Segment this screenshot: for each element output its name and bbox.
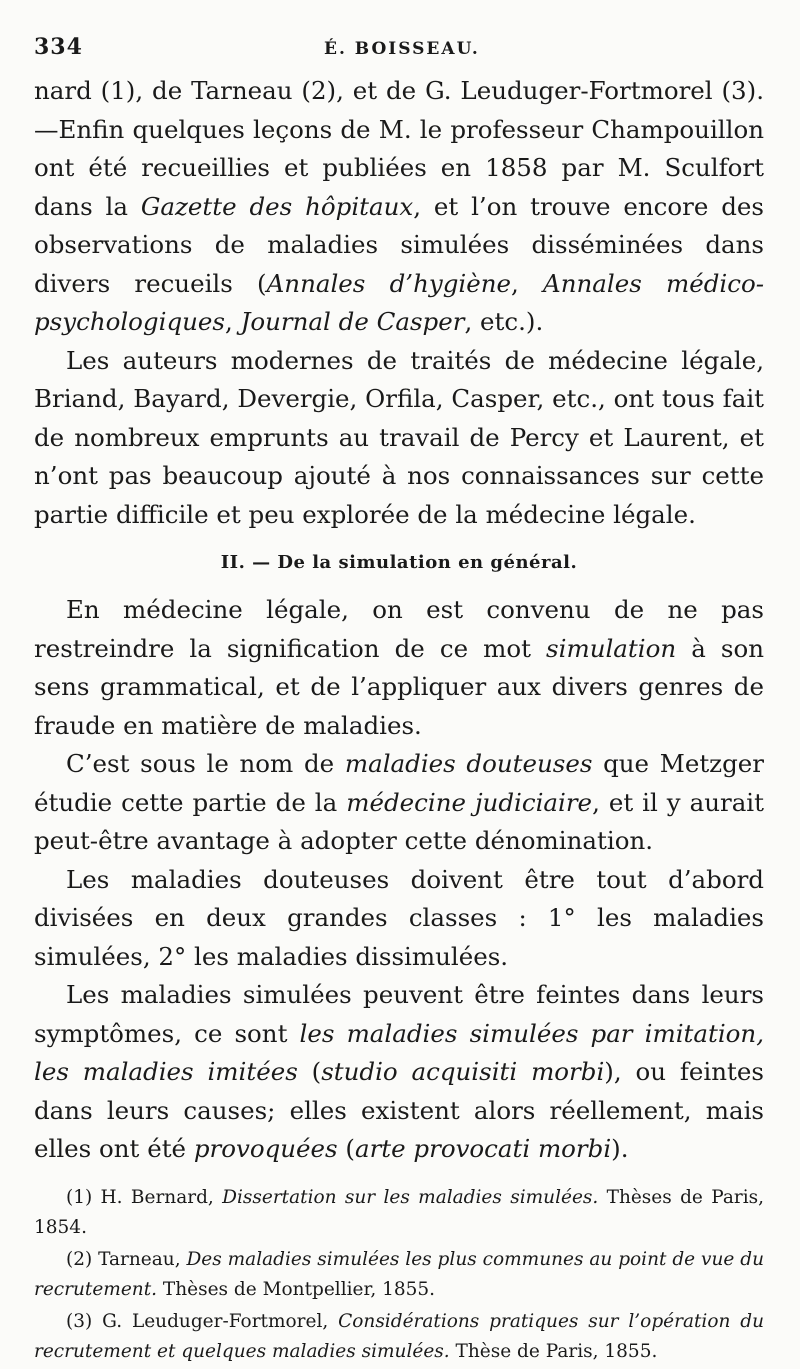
- footnote-author: G. Leuduger-Fortmorel,: [102, 1310, 339, 1332]
- italic-title: Annales médico-psychologiques: [34, 268, 765, 336]
- text-run: ).: [611, 1134, 629, 1163]
- italic-term: studio acquisiti morbi: [321, 1057, 605, 1086]
- footnote-mark: (3): [66, 1310, 103, 1332]
- footnote-3: [34, 1307, 764, 1367]
- footnote-author: H. Bernard,: [100, 1186, 223, 1208]
- text-run: , etc.).: [464, 307, 544, 336]
- section-number: II.: [220, 552, 246, 573]
- footnote-title: Des maladies simulées les plus communes au point de vue du recrutement.: [34, 1248, 764, 1300]
- text-run: que Metzger étudie cette partie de la: [34, 749, 764, 817]
- text-run: (: [297, 1057, 322, 1086]
- footnote-source: Thèse de Paris, 1855.: [449, 1340, 658, 1362]
- paragraph-4: [34, 745, 764, 861]
- footnote-title: Dissertation sur les maladies simulées.: [222, 1186, 599, 1208]
- text-run: Les maladies simulées peuvent être feintes dans leurs symptômes, ce sont: [34, 980, 764, 1048]
- section-title-text: De la simulation en général.: [277, 552, 578, 573]
- section-dash: —: [245, 552, 278, 573]
- footnote-mark: (2): [66, 1248, 99, 1270]
- paragraph-3: [34, 591, 764, 745]
- footnote-source: Thèses de Montpellier, 1855.: [157, 1278, 436, 1300]
- page: [34, 34, 764, 1369]
- italic-term: simulation: [546, 633, 677, 663]
- paragraph-6: [34, 976, 764, 1169]
- footnote-2: [34, 1245, 764, 1305]
- footnote-author: Tarneau,: [98, 1248, 187, 1270]
- text-run: C’est sous le nom de: [66, 749, 345, 778]
- text-run: ,: [511, 268, 544, 298]
- footnotes: [34, 1183, 764, 1367]
- paragraph-5: Les maladies douteuses doivent être tout d’abord divisées en deux grandes classes : 1° les maladies simulées, 2° les maladies dissimulées.: [34, 864, 764, 971]
- text-run: En médecine légale, on est convenu de ne pas restreindre la signification de ce mot: [34, 595, 764, 663]
- italic-title: Journal de Casper: [240, 307, 465, 336]
- text-run: à son sens grammatical, et de l’appliquer aux divers genres de fraude en matière de maladies.: [34, 633, 764, 740]
- footnote-source: Thèses de Paris, 1854.: [34, 1186, 764, 1238]
- text-run: ,: [225, 307, 241, 336]
- running-title: É. BOISSEAU.: [324, 39, 480, 59]
- text-run: , et l’on trouve encore des observations de maladies simulées disséminées dans divers recueils (: [34, 191, 764, 298]
- footnote-1: [34, 1183, 764, 1243]
- footnote-title: Considérations pratiques sur l’opération du recrutement et quelques maladies simulées.: [34, 1310, 765, 1362]
- text-run: nard (1), de Tarneau (2), et de G. Leuduger-Fortmorel (3). —Enfin quelques leçons de M. le professeur Champouillon ont été recueillies et publiées en 1858 par M. Sculfort dans la: [34, 76, 764, 221]
- italic-term: les maladies simulées par imitation, les maladies imitées: [34, 1018, 764, 1086]
- italic-title: Annales d’hygiène: [266, 268, 511, 298]
- text-run: ), ou feintes dans leurs causes; elles existent alors réellement, mais elles ont été: [34, 1057, 764, 1163]
- italic-term: arte provocati morbi: [354, 1134, 612, 1163]
- italic-term: provoquées: [193, 1134, 338, 1163]
- italic-title: Gazette des hôpitaux: [140, 191, 414, 221]
- text-run: (: [337, 1134, 355, 1163]
- footnote-mark: (1): [66, 1186, 101, 1208]
- page-header: [34, 34, 764, 72]
- page-number: 334: [34, 34, 83, 60]
- italic-term: médecine judiciaire: [346, 787, 593, 817]
- paragraph-1: [34, 72, 764, 342]
- paragraph-2: Les auteurs modernes de traités de médecine légale, Briand, Bayard, Devergie, Orfila, Casper, etc., ont tous fait de nombreux emprunts au travail de Percy et Laurent, et n’ont pas beaucoup ajouté à nos connaissances sur cette partie difficile et peu explorée de la médecine légale.: [34, 345, 764, 529]
- section-heading: [34, 552, 764, 573]
- italic-term: maladies douteuses: [344, 749, 593, 778]
- text-run: , et il y aurait peut-être avantage à adopter cette dénomination.: [34, 787, 764, 855]
